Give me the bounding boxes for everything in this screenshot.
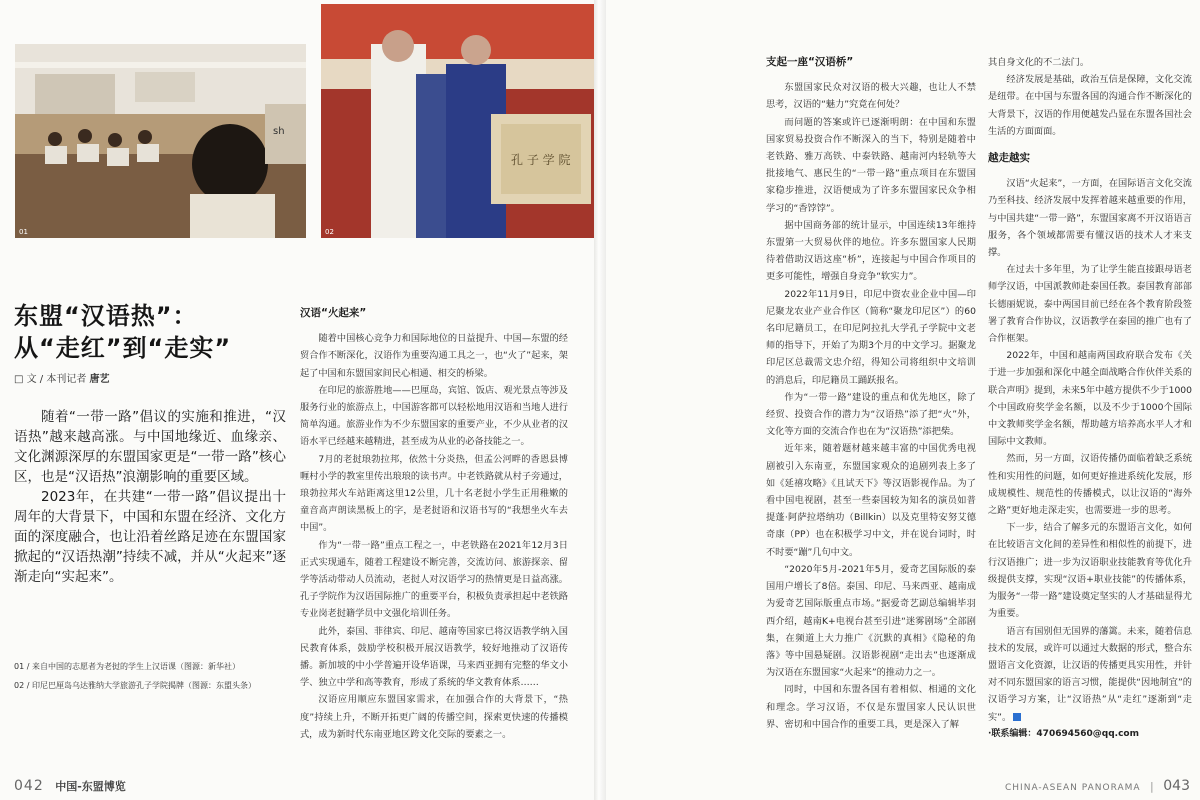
section-heading: 越走越实: [988, 152, 1030, 165]
magazine-name: 中国-东盟博览: [55, 780, 126, 793]
body-paragraph: 近年来，随着题材越来越丰富的中国优秀电视剧被引入东南亚，东盟国家观众的追剧列表上多了如《延禧攻略》《且试天下》等汉语影视作品。为了看中国电视剧，甚至一些泰国较为知名的演员如普提蓬·阿萨拉塔纳功（Billkin）以及克里特安努艾德奇康（PP）也在积极学习中文，并在说台词时，时不时要“蹦”几句中文。: [766, 443, 976, 558]
body-paragraph: [988, 623, 1192, 726]
body-paragraph: 在过去十多年里，为了让学生能直接跟母语老师学汉语，中国派教师赴泰国任教。泰国教育部部长德丽妮说，泰中两国目前已经在各个教育阶段签署了教育合作协议，汉语教学在泰国的推广也有了合作框架。: [988, 264, 1192, 345]
page-footer: [14, 778, 126, 794]
svg-text:孔 子 学 院: 孔 子 学 院: [511, 153, 571, 167]
body-paragraph: 下一步，结合了解多元的东盟语言文化，如何在比较语言文化间的差异性和相似性的前提下，进行汉语推广；进一步为汉语职业技能教育等优化升级提供支撑，实现“汉语+职业技能”的传播体系，为服务“一带一路”建设奠定坚实的人才基础显得尤为重要。: [988, 522, 1192, 620]
ceremony-photo: [321, 4, 594, 238]
byline-author: 唐艺: [89, 374, 110, 385]
byline: [14, 370, 110, 385]
body-paragraph: 经济发展是基础，政治互信是保障，文化交流是纽带。在中国与东盟各国的沟通合作不断深化的大背景下，汉语的作用便越发凸显在东盟各国社会生活的方面面面。: [988, 74, 1192, 137]
page-footer: [1005, 778, 1190, 794]
headline-line-2: 从“走红”到“走实”: [14, 334, 232, 362]
lead-paragraphs: [14, 407, 286, 587]
photo-number: 02: [325, 228, 334, 236]
photo-captions: [14, 660, 286, 698]
right-page: [606, 0, 1200, 800]
body-paragraph: 汉语应用顺应东盟国家需求，在加强合作的大背景下，“热度”持续上升，不断开拓更广阔的传播空间，探索更快速的传播模式，成为新时代东南亚地区跨文化交际的要素之一。: [300, 694, 568, 740]
body-paragraph: “2020年5月-2021年5月，爱奇艺国际版的泰国用户增长了8倍。泰国、印尼、马来西亚、越南成为爱奇艺国际版重点市场。”据爱奇艺副总编辑毕羽西介绍，越南K+电视台甚至引进“迷雾剧场”全部剧集，在频道上大力推广《沉默的真相》《隐秘的角落》等中国悬疑剧。汉语影视剧“走出去”也逐渐成为汉语在东盟国家“火起来”的推动力之一。: [766, 563, 976, 679]
body-paragraph: 作为“一带一路”建设的重点和优先地区，除了经贸、投资合作的潜力为“汉语热”添了把“火”外，文化等方面的交流合作也在为“汉语热”添把柴。: [766, 391, 976, 438]
body-paragraph: 2022年11月9日，印尼中资农业企业中国—印尼聚龙农业产业合作区（简称“聚龙印尼区”）的60名印尼籍员工，在印尼阿拉扎大学孔子学院中文老师的指导下，开始了为期3个月的中文学习。据聚龙印尼区总裁需文忠介绍，得知公司将组织中文培训的消息后，印尼籍员工踊跃报名。: [766, 288, 976, 386]
section-heading: 支起一座“汉语桥”: [766, 56, 854, 68]
footer-separator: |: [1150, 780, 1154, 793]
ceremony-photo-art: [321, 4, 594, 238]
lead-paragraph: 2023年，在共建“一带一路”倡议提出十周年的大背景下，中国和东盟在经济、文化方面的深度融合，也让沿着丝路足迹在东盟国家掀起的“汉语热潮”持续不减，并从“火起来”逐渐走向“实起来”。: [14, 489, 286, 585]
article-headline: [14, 300, 284, 364]
classroom-photo: [15, 44, 306, 238]
body-paragraph: 其自身文化的不二法门。: [988, 57, 1090, 68]
left-page: [0, 0, 594, 800]
body-paragraph: 然而，另一方面，汉语传播仍面临着缺乏系统性和实用性的问题，如何更好推进系统化发展，形成规模性、规范性的传播模式，以让汉语的“海外之路”更好地走深走实，也需要进一步的思考。: [988, 453, 1192, 517]
body-paragraph: 东盟国家民众对汉语的极大兴趣，也让人不禁思考，汉语的“魅力”究竟在何处？: [766, 82, 976, 111]
editor-contact: ·联系编辑：470694560@qq.com: [988, 728, 1139, 739]
magazine-name: CHINA-ASEAN PANORAMA: [1005, 783, 1141, 793]
closing-text: 语言有国别但无国界的藩篱。未来，随着信息技术的发展，或许可以通过大数据的形式，整合东盟语言文化资源，让汉语的传播更具实用性，并针对不同东盟国家的语言习惯，能提供“因地制宜”的汉语学习方案，让“汉语热”从“走红”逐渐到“走实”。: [988, 625, 1192, 723]
svg-text:sh: sh: [273, 126, 285, 137]
body-paragraph: 同时，中国和东盟各国有着相似、相通的文化和理念。学习汉语，不仅是东盟国家人民认识世界、密切和中国合作的重要工具，更是深入了解: [766, 684, 976, 730]
section-heading: 汉语“火起来”: [300, 307, 367, 319]
article-column: [766, 54, 976, 733]
body-paragraph: 而问题的答案或许已逐渐明朗：在中国和东盟国家贸易投资合作不断深入的当下，特别是随着中老铁路、雅万高铁、中泰铁路、越南河内轻轨等大批接地气、惠民生的“一带一路”重点项目在东盟国家稳步推进，汉语便成为了许多东盟国家民众争相学习的“香饽饽”。: [766, 116, 976, 214]
end-mark-icon: [1013, 713, 1021, 721]
body-paragraph: 7月的老挝琅勃拉邦，依然十分炎热，但孟公河畔的香恩县博喱村小学的教室里传出琅琅的读书声。中老铁路就从村子旁通过，琅勃拉邦火车站距离这里12公里，几十名老挝小学生正用稚嫩的童音高声朗读黑板上的字，是老挝语和汉语书写的“我想坐火车去中国”。: [300, 453, 568, 534]
headline-line-1: 东盟“汉语热”：: [14, 302, 198, 330]
classroom-photo-art: [15, 44, 306, 238]
page-gutter: [594, 0, 606, 800]
lead-paragraph: 随着“一带一路”倡议的实施和推进，“汉语热”越来越高涨。与中国地缘近、血缘亲、文化渊源深厚的东盟国家更是“一带一路”核心区，也是“汉语热”浪潮影响的重要区域。: [14, 409, 286, 485]
body-paragraph: 此外，泰国、菲律宾、印尼、越南等国家已将汉语教学纳入国民教育体系，鼓励学校积极开展汉语教学，较好地推动了汉语传播。新加坡的中小学普遍开设华语课，马来西亚拥有完整的华文小学、独立中学和高等教育，形成了系统的华文教育体系……: [300, 625, 568, 689]
photo-number: 01: [19, 228, 28, 236]
body-paragraph: 随着中国核心竞争力和国际地位的日益提升、中国—东盟的经贸合作不断深化，汉语作为重要沟通工具之一，也“火了”起来，架起了中国和东盟国家间民心相通、相交的桥梁。: [300, 333, 568, 379]
byline-prefix: □ 文 / 本刊记者: [14, 374, 87, 385]
body-paragraph: 2022年，中国和越南两国政府联合发布《关于进一步加强和深化中越全面战略合作伙伴关系的联合声明》提到，未来5年中越方提供不少于1000个中国政府奖学金名额，以及不少于1000个国际中文教师奖学金名额，帮助越方培养高水平人才和国际中文教师。: [988, 350, 1192, 448]
article-column: [988, 54, 1192, 743]
caption: 02 / 印尼巴厘岛乌达雅纳大学旅游孔子学院揭牌（图源：东盟头条）: [14, 681, 256, 690]
body-paragraph: 汉语“火起来”，一方面，在国际语言文化交流乃至科技、经济发展中发挥着越来越重要的作用，与中国共建“一带一路”，东盟国家离不开汉语语言服务，各个领域都需要有懂汉语的技术人才来支撑。: [988, 178, 1192, 259]
page-number: 042: [14, 778, 44, 794]
body-paragraph: 据中国商务部的统计显示，中国连续13年维持东盟第一大贸易伙伴的地位。许多东盟国家人民期待着借助汉语这座“桥”，连接起与中国合作项目的更多可能性，增强自身竞争“软实力”。: [766, 219, 976, 283]
article-column: [300, 305, 568, 743]
body-paragraph: 在印尼的旅游胜地——巴厘岛，宾馆、饭店、观光景点等涉及服务行业的旅游点上，中国游客都可以轻松地用汉语和当地人进行简单沟通。旅游业作为不少东盟国家的重要产业，不少从业者的汉语水平已经越来越精进，甚至成为从业的必备技能之一。: [300, 384, 568, 448]
page-number: 043: [1163, 778, 1190, 794]
caption: 01 / 来自中国的志愿者为老挝的学生上汉语课（图源：新华社）: [14, 662, 240, 671]
body-paragraph: 作为“一带一路”重点工程之一，中老铁路在2021年12月3日正式实现通车，随着工程建设不断完善，交流访问、旅游探亲、留学等活动带动人员流动，老挝人对汉语学习的热情更是日益高涨。孔子学院作为汉语国际推广的重要平台，积极负责承担起中老铁路专业岗老挝籍学员中文强化培训任务。: [300, 539, 568, 620]
